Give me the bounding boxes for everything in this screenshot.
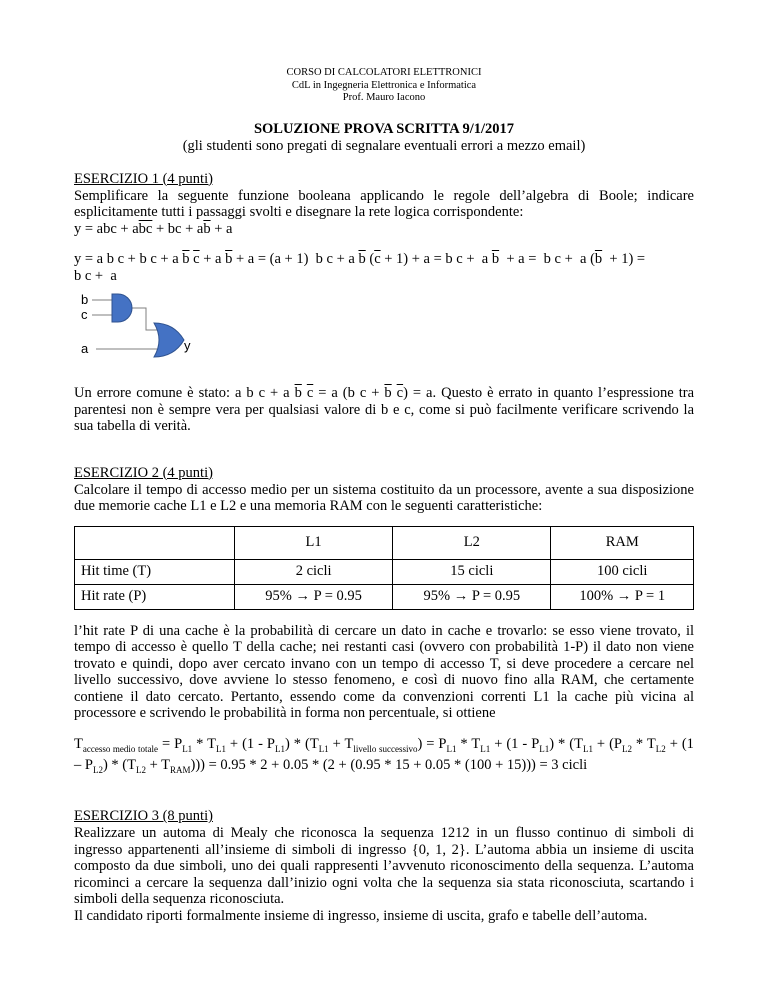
table-cell: 15 cicli [393, 559, 551, 584]
exercise-2-explanation: l’hit rate P di una cache è la probabilità di cercare un dato in cache e trovarlo: se esso viene trovato, il tempo di accesso è quello T della cache; nei restanti casi (ovvero con probabilità 1-P) il dato non viene trovato e quindi, dopo aver cercato invano con un tempo di accesso T, si deve procedere a cercare nel livello successivo, dove avviene lo stesso fenomeno, e così di nuovo fino alla RAM, che certamente contiene il dato cercato. Pertanto, essendo come da convenzioni correnti L1 la cache più vicina al processore e scrivendo le probabilità in forma non percentuale, si ottiene [74, 622, 694, 721]
exercise-1-function: y = abc + $a\overline{bc}$ + bc + $a\overline{b} + a$ [74, 220, 233, 237]
table-header-cell: L1 [235, 526, 393, 559]
document-title: SOLUZIONE PROVA SCRITTA 9/1/2017 [253, 120, 515, 137]
course-header [74, 67, 694, 105]
degree-name: CdL in Ingegneria Elettronica e Informatica [291, 79, 477, 91]
exercise-2-text: Calcolare il tempo di accesso medio per un sistema costituito da un processore, avente a sua disposizione due memorie cache L1 e L2 e una memoria RAM con le seguenti caratteristiche: [74, 481, 694, 514]
table-header-cell: L2 [393, 526, 551, 559]
exercise-1-solution: y = a b c + b c + a $\overline{b}$ $\overline{c} + a$ $\overline{b} + a = (a + 1)$ b c + a $\overline{b}$ $(\overline{c} + 1) + a = b$ c + a $\overline{b} + a = b$ c + a $(\overline{b} + 1)$ = b c + a [74, 251, 646, 284]
professor-name: Prof. Mauro Iacono [342, 92, 426, 103]
table-cell: Hit time (T) [75, 559, 235, 584]
table-cell: 100% → P = 1 [551, 584, 694, 609]
exercise-2-formula: $T_{accesso medio totale} = P_{L1} * T_{L1} + (1 - P_{L1}) * (T_{L1} + T_{livello successivo}) = P_{L1} * T_{L1} + (1 - P_{L1}) * (T_{L1} + (P_{L2} * T_{L2} + (1 - P_{L2}) * (T_{L2} + T_{RAM}))) = 0.95 * 2 + 0.05 * (2 + (0.95 * 15 + 0.05 * (100 + 15))) = 3$ cicli [74, 735, 694, 775]
or-gate [154, 323, 184, 357]
table-cell: 95% → P = 0.95 [235, 584, 393, 609]
exercise-1-title: ESERCIZIO 1 (4 punti) [74, 170, 213, 187]
input-b-label: b [81, 292, 89, 307]
output-y-label: y [184, 338, 191, 353]
document-page [74, 0, 694, 924]
logic-circuit [74, 290, 694, 374]
document-subtitle: (gli studenti sono pregati di segnalare eventuali errori a mezzo email) [182, 137, 586, 154]
course-name: CORSO DI CALCOLATORI ELETTRONICI [286, 67, 482, 78]
table-cell: 2 cicli [235, 559, 393, 584]
exercise-3-requirements: Il candidato riporti formalmente insieme di ingresso, insieme di uscita, grafo e tabelle dell’automa. [74, 907, 648, 924]
table-header-cell [75, 526, 235, 559]
exercise-3-text: Realizzare un automa di Mealy che riconosca la sequenza 1212 in un flusso continuo di simboli di ingresso appartenenti all’insieme di simboli di ingresso {0, 1, 2}. L’automa abbia un insieme di uscita composto da due simboli, uno dei quali rappresenti l’avvenuto riconoscimento della sequenza. L’automa ricominci a cercare la sequenza dall’inizio ogni volta che la sequenza sia stata riconosciuta, scartando i simboli della sequenza riconosciuta. [74, 825, 694, 908]
table-cell: 100 cicli [551, 559, 694, 584]
exercise-1-text: Semplificare la seguente funzione booleana applicando le regole dell’algebra di Boole; indicare esplicitamente tutti i passaggi svolti e disegnare la rete logica corrispondente: [74, 187, 694, 220]
input-a-label: a [81, 341, 89, 356]
exercise-2-title: ESERCIZIO 2 (4 punti) [74, 464, 213, 481]
exercise-1-error-note: Un errore comune è stato: a b c + a $\overline{b}$ $\overline{c} = a$ (b $c + \overline{b}$ $\overline{c}) = a$. Questo è errato in quanto l’espressione tra parentesi non è sempre vera per qualsiasi valore di b e c, come si può facilmente verificare scrivendo la sua tabella di verità. [74, 385, 695, 434]
table-row [75, 559, 694, 584]
table-cell: 95% → P = 0.95 [393, 584, 551, 609]
exercise-3-title: ESERCIZIO 3 (8 punti) [74, 808, 213, 825]
table-header-row [75, 526, 694, 559]
memory-table [74, 526, 694, 610]
table-cell: Hit rate (P) [75, 584, 235, 609]
table-header-cell: RAM [551, 526, 694, 559]
input-c-label: c [81, 307, 88, 322]
table-row [75, 584, 694, 609]
and-gate [112, 294, 132, 322]
